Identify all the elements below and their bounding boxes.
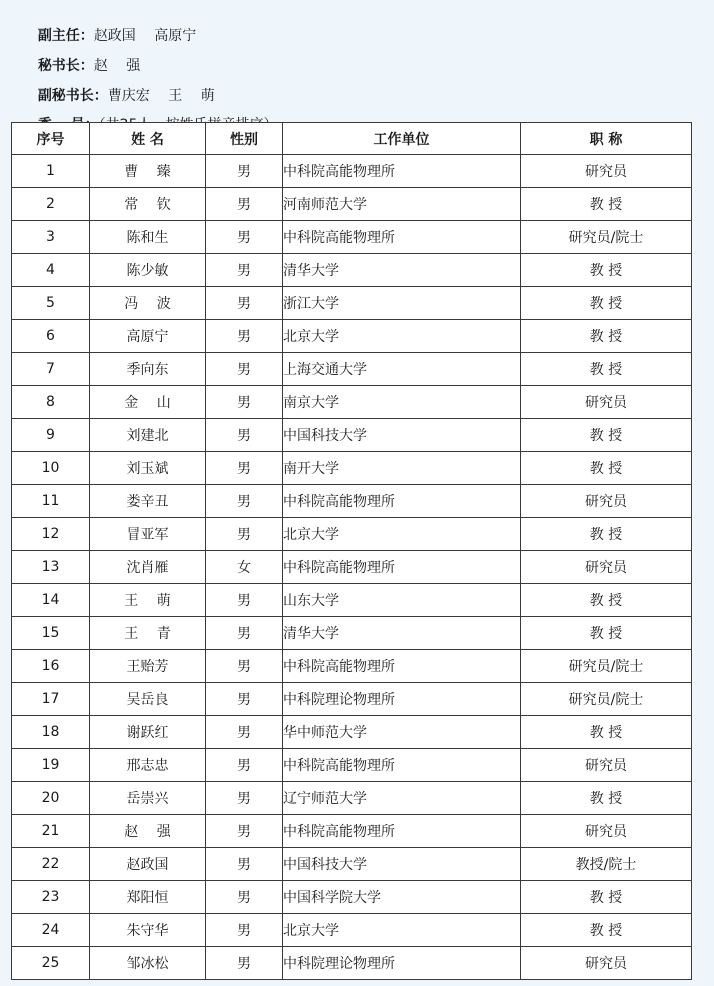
cell-title: 教 授 <box>521 914 692 947</box>
deputy-secretary-label: 副秘书长： <box>37 88 108 104</box>
cell-name: 常 钦 <box>90 188 206 221</box>
cell-name: 沈肖雁 <box>90 551 206 584</box>
cell-index: 20 <box>12 782 90 815</box>
cell-institution: 南开大学 <box>283 452 521 485</box>
cell-index: 14 <box>12 584 90 617</box>
table-row <box>12 518 692 551</box>
table-row <box>12 320 692 353</box>
cell-name: 金 山 <box>90 386 206 419</box>
cell-institution: 浙江大学 <box>283 287 521 320</box>
cell-institution: 中科院高能物理所 <box>283 650 521 683</box>
table-body <box>12 155 692 980</box>
cell-institution: 中科院高能物理所 <box>283 221 521 254</box>
cell-name: 娄辛丑 <box>90 485 206 518</box>
cell-index: 4 <box>12 254 90 287</box>
cell-institution: 中国科学院大学 <box>283 881 521 914</box>
table-row <box>12 815 692 848</box>
table-row <box>12 386 692 419</box>
secretary-general-label: 秘书长： <box>37 58 94 74</box>
cell-institution: 中科院高能物理所 <box>283 749 521 782</box>
table-row <box>12 221 692 254</box>
cell-index: 15 <box>12 617 90 650</box>
cell-institution: 清华大学 <box>283 617 521 650</box>
cell-index: 9 <box>12 419 90 452</box>
cell-gender: 男 <box>206 947 283 980</box>
cell-title: 研究员 <box>521 485 692 518</box>
cell-gender: 女 <box>206 551 283 584</box>
cell-index: 2 <box>12 188 90 221</box>
cell-institution: 华中师范大学 <box>283 716 521 749</box>
cell-institution: 北京大学 <box>283 518 521 551</box>
cell-gender: 男 <box>206 815 283 848</box>
table-row <box>12 485 692 518</box>
cell-gender: 男 <box>206 518 283 551</box>
cell-gender: 男 <box>206 914 283 947</box>
cell-title: 教 授 <box>521 188 692 221</box>
cell-title: 教 授 <box>521 617 692 650</box>
cell-index: 19 <box>12 749 90 782</box>
cell-gender: 男 <box>206 320 283 353</box>
cell-gender: 男 <box>206 353 283 386</box>
cell-name: 邹冰松 <box>90 947 206 980</box>
table-row <box>12 188 692 221</box>
secretary-general-line <box>20 36 141 74</box>
cell-gender: 男 <box>206 155 283 188</box>
secretary-general-name: 赵 强 <box>93 58 141 74</box>
cell-title: 教 授 <box>521 353 692 386</box>
cell-institution: 山东大学 <box>283 584 521 617</box>
members-line <box>20 95 278 115</box>
cell-institution: 中科院高能物理所 <box>283 485 521 518</box>
vice-director-label: 副主任： <box>37 28 94 44</box>
cell-title: 研究员 <box>521 749 692 782</box>
cell-index: 12 <box>12 518 90 551</box>
cell-title: 教 授 <box>521 782 692 815</box>
cell-title: 教授/院士 <box>521 848 692 881</box>
cell-institution: 中国科技大学 <box>283 848 521 881</box>
cell-gender: 男 <box>206 782 283 815</box>
cell-index: 18 <box>12 716 90 749</box>
cell-name: 刘建北 <box>90 419 206 452</box>
cell-name: 高原宁 <box>90 320 206 353</box>
cell-name: 王 萌 <box>90 584 206 617</box>
cell-name: 吴岳良 <box>90 683 206 716</box>
cell-index: 3 <box>12 221 90 254</box>
cell-institution: 北京大学 <box>283 320 521 353</box>
cell-title: 研究员/院士 <box>521 650 692 683</box>
cell-index: 21 <box>12 815 90 848</box>
cell-institution: 中科院理论物理所 <box>283 683 521 716</box>
cell-gender: 男 <box>206 485 283 518</box>
cell-gender: 男 <box>206 584 283 617</box>
table-row <box>12 419 692 452</box>
cell-institution: 中科院高能物理所 <box>283 815 521 848</box>
cell-gender: 男 <box>206 287 283 320</box>
table-row <box>12 254 692 287</box>
cell-gender: 男 <box>206 683 283 716</box>
cell-gender: 男 <box>206 650 283 683</box>
deputy-secretary-names: 曹庆宏 王 萌 <box>107 88 215 104</box>
cell-index: 11 <box>12 485 90 518</box>
table-row <box>12 617 692 650</box>
cell-institution: 辽宁师范大学 <box>283 782 521 815</box>
cell-title: 研究员/院士 <box>521 221 692 254</box>
cell-title: 研究员 <box>521 947 692 980</box>
cell-index: 25 <box>12 947 90 980</box>
cell-name: 王贻芳 <box>90 650 206 683</box>
cell-title: 教 授 <box>521 584 692 617</box>
cell-name: 赵 强 <box>90 815 206 848</box>
cell-name: 朱守华 <box>90 914 206 947</box>
cell-title: 研究员 <box>521 815 692 848</box>
table-row <box>12 551 692 584</box>
table-row <box>12 584 692 617</box>
cell-title: 教 授 <box>521 452 692 485</box>
member-table <box>11 122 692 980</box>
column-header-institution: 工作单位 <box>283 123 521 155</box>
cell-name: 曹 臻 <box>90 155 206 188</box>
cell-institution: 河南师范大学 <box>283 188 521 221</box>
cell-institution: 中科院高能物理所 <box>283 155 521 188</box>
cell-title: 研究员 <box>521 386 692 419</box>
deputy-secretary-line <box>20 66 215 104</box>
cell-title: 教 授 <box>521 419 692 452</box>
cell-title: 教 授 <box>521 518 692 551</box>
column-header-index: 序号 <box>12 123 90 155</box>
cell-gender: 男 <box>206 221 283 254</box>
table-row <box>12 650 692 683</box>
cell-name: 邢志忠 <box>90 749 206 782</box>
cell-title: 教 授 <box>521 287 692 320</box>
cell-gender: 男 <box>206 188 283 221</box>
table-row <box>12 782 692 815</box>
cell-index: 13 <box>12 551 90 584</box>
cell-gender: 男 <box>206 386 283 419</box>
cell-name: 刘玉斌 <box>90 452 206 485</box>
table-row <box>12 287 692 320</box>
vice-director-names: 赵政国 高原宁 <box>93 28 197 44</box>
cell-gender: 男 <box>206 716 283 749</box>
cell-index: 6 <box>12 320 90 353</box>
cell-institution: 北京大学 <box>283 914 521 947</box>
cell-institution: 上海交通大学 <box>283 353 521 386</box>
cell-name: 郑阳恒 <box>90 881 206 914</box>
cell-name: 冒亚军 <box>90 518 206 551</box>
cell-gender: 男 <box>206 254 283 287</box>
cell-index: 24 <box>12 914 90 947</box>
cell-index: 10 <box>12 452 90 485</box>
table-header-row <box>12 123 692 155</box>
table-row <box>12 947 692 980</box>
cell-title: 教 授 <box>521 254 692 287</box>
cell-title: 教 授 <box>521 716 692 749</box>
cell-name: 谢跃红 <box>90 716 206 749</box>
cell-index: 7 <box>12 353 90 386</box>
table-row <box>12 848 692 881</box>
cell-institution: 南京大学 <box>283 386 521 419</box>
cell-institution: 中科院高能物理所 <box>283 551 521 584</box>
cell-name: 王 青 <box>90 617 206 650</box>
cell-index: 17 <box>12 683 90 716</box>
table-row <box>12 716 692 749</box>
table-row <box>12 452 692 485</box>
table-row <box>12 914 692 947</box>
cell-index: 23 <box>12 881 90 914</box>
column-header-title: 职 称 <box>521 123 692 155</box>
table-row <box>12 353 692 386</box>
cell-index: 5 <box>12 287 90 320</box>
table-row <box>12 155 692 188</box>
cell-index: 16 <box>12 650 90 683</box>
cell-gender: 男 <box>206 617 283 650</box>
cell-gender: 男 <box>206 881 283 914</box>
cell-name: 季向东 <box>90 353 206 386</box>
cell-title: 研究员/院士 <box>521 683 692 716</box>
cell-name: 陈和生 <box>90 221 206 254</box>
cell-index: 8 <box>12 386 90 419</box>
cell-title: 研究员 <box>521 155 692 188</box>
cell-title: 教 授 <box>521 881 692 914</box>
cell-name: 赵政国 <box>90 848 206 881</box>
vice-director-line <box>20 6 197 44</box>
cell-index: 22 <box>12 848 90 881</box>
cell-gender: 男 <box>206 749 283 782</box>
column-header-gender: 性别 <box>206 123 283 155</box>
table-row <box>12 749 692 782</box>
cell-gender: 男 <box>206 419 283 452</box>
cell-institution: 中科院理论物理所 <box>283 947 521 980</box>
cell-name: 岳崇兴 <box>90 782 206 815</box>
cell-name: 冯 波 <box>90 287 206 320</box>
cell-gender: 男 <box>206 452 283 485</box>
cell-index: 1 <box>12 155 90 188</box>
cell-title: 教 授 <box>521 320 692 353</box>
cell-institution: 清华大学 <box>283 254 521 287</box>
cell-gender: 男 <box>206 848 283 881</box>
table-row <box>12 683 692 716</box>
cell-title: 研究员 <box>521 551 692 584</box>
cell-institution: 中国科技大学 <box>283 419 521 452</box>
cell-name: 陈少敏 <box>90 254 206 287</box>
table-row <box>12 881 692 914</box>
column-header-name: 姓 名 <box>90 123 206 155</box>
